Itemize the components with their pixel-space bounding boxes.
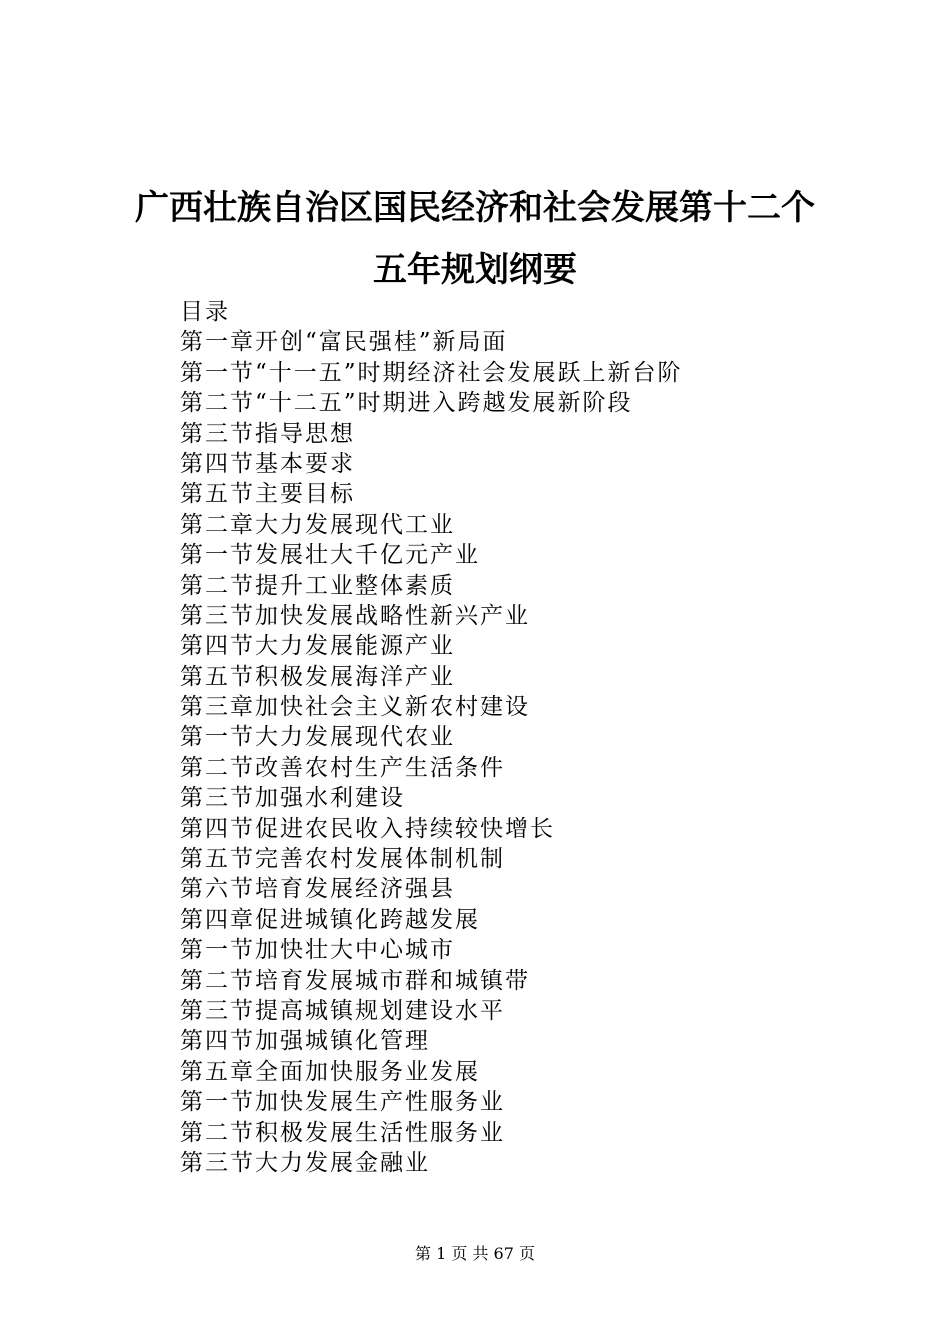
table-of-contents <box>180 297 800 1178</box>
toc-item: 第一节大力发展现代农业 <box>180 724 455 751</box>
toc-item: 第五节主要目标 <box>180 481 355 508</box>
toc-item: 第二章大力发展现代工业 <box>180 511 455 538</box>
toc-item: 第一节“十一五”时期经济社会发展跃上新台阶 <box>180 359 683 386</box>
document-title-line-2: 五年规划纲要 <box>373 250 577 290</box>
toc-item: 第五节完善农村发展体制机制 <box>180 846 505 873</box>
toc-item: 第三节大力发展金融业 <box>180 1149 430 1176</box>
toc-item: 第五章全面加快服务业发展 <box>180 1058 480 1085</box>
toc-item: 第四节基本要求 <box>180 450 355 477</box>
toc-item: 第六节培育发展经济强县 <box>180 876 455 903</box>
toc-item: 第三节加强水利建设 <box>180 785 405 812</box>
toc-item: 第一节加快壮大中心城市 <box>180 937 455 964</box>
toc-item: 第二节提升工业整体素质 <box>180 572 455 599</box>
toc-item: 第四节加强城镇化管理 <box>180 1028 430 1055</box>
toc-item: 第二节培育发展城市群和城镇带 <box>180 967 530 994</box>
toc-item: 第二节改善农村生产生活条件 <box>180 754 505 781</box>
toc-item: 第三节提高城镇规划建设水平 <box>180 997 505 1024</box>
toc-item: 第五节积极发展海洋产业 <box>180 663 455 690</box>
toc-item: 第一节加快发展生产性服务业 <box>180 1089 505 1116</box>
toc-heading: 目录 <box>180 299 230 325</box>
toc-item: 第一章开创“富民强桂”新局面 <box>180 329 508 356</box>
toc-item: 第二节“十二五”时期进入跨越发展新阶段 <box>180 390 633 417</box>
toc-item: 第二节积极发展生活性服务业 <box>180 1119 505 1146</box>
document-title-line-1: 广西壮族自治区国民经济和社会发展第十二个 <box>135 188 815 228</box>
toc-item: 第三节指导思想 <box>180 420 355 447</box>
toc-item: 第三章加快社会主义新农村建设 <box>180 694 530 721</box>
toc-item: 第四章促进城镇化跨越发展 <box>180 906 480 933</box>
toc-item: 第一节发展壮大千亿元产业 <box>180 542 480 569</box>
toc-item: 第三节加快发展战略性新兴产业 <box>180 602 530 629</box>
page-number-footer: 第 1 页 共 67 页 <box>415 1244 535 1263</box>
toc-item: 第四节大力发展能源产业 <box>180 633 455 660</box>
toc-item: 第四节促进农民收入持续较快增长 <box>180 815 555 842</box>
